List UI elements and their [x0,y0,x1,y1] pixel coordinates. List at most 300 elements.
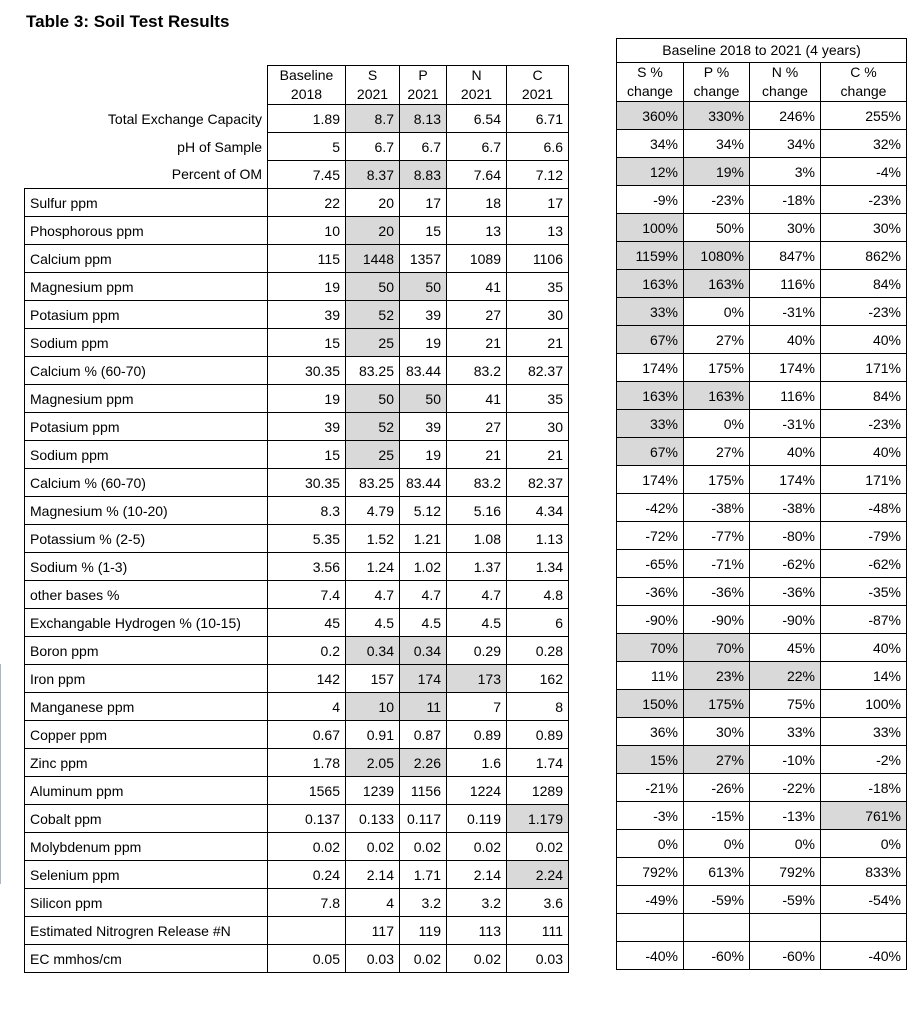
table-cell: 33% [750,718,821,746]
table-cell: -21% [617,774,684,802]
table-row [25,833,569,861]
column-header-line1: N % [771,64,799,80]
table-cell: 360% [617,102,684,130]
table-cell: 17 [507,189,569,217]
table-cell: 174% [750,354,821,382]
table-cell: 0.02 [346,833,400,861]
table-row [617,830,907,858]
table-cell: 6.7 [346,133,400,161]
table-row [617,802,907,830]
table-cell: 1.34 [507,553,569,581]
table-cell: 0.02 [268,833,346,861]
table-cell: 3.2 [400,889,447,917]
table-cell: 25 [346,329,400,357]
row-label: Magnesium ppm [25,273,268,301]
table-cell: 15% [617,746,684,774]
table-cell: 30.35 [268,357,346,385]
table-cell: 162 [507,665,569,693]
table-cell: 19 [268,385,346,413]
table-row [617,746,907,774]
table-cell: -49% [617,886,684,914]
table-cell: 30% [684,718,750,746]
table-cell: 1357 [400,245,447,273]
table-cell: 8.3 [268,497,346,525]
table-cell: 1159% [617,242,684,270]
column-header-line2: 2021 [407,86,439,102]
table-cell: 83.25 [346,357,400,385]
column-header [400,66,447,105]
table-cell: 40% [821,326,907,354]
table-cell: -60% [684,942,750,970]
table-cell: 1.78 [268,749,346,777]
table-cell: 19% [684,158,750,186]
table-cell: 1.08 [447,525,507,553]
header-spacer [25,66,268,105]
table-cell: 6.71 [507,105,569,133]
row-label: Potasium ppm [25,301,268,329]
table-cell: 6.6 [507,133,569,161]
row-label: Cobalt ppm [25,805,268,833]
table-row [617,662,907,690]
row-label: Selenium ppm [25,861,268,889]
table-cell: 1089 [447,245,507,273]
table-row [25,749,569,777]
table-row [25,441,569,469]
group-header-row [617,39,907,63]
table-cell: -26% [684,774,750,802]
table-cell: 27% [684,746,750,774]
table-cell: 3% [750,158,821,186]
table-cell: 111 [507,917,569,945]
table-cell: 67% [617,326,684,354]
group-header: Baseline 2018 to 2021 (4 years) [617,39,907,63]
table-cell: 792% [617,858,684,886]
table-cell: 50 [346,385,400,413]
table-cell: 52 [346,413,400,441]
table-cell: 82.37 [507,357,569,385]
table-cell: 41 [447,273,507,301]
table-cell: -23% [821,186,907,214]
table-row [617,858,907,886]
table-cell: 0% [617,830,684,858]
table-cell: 6.7 [447,133,507,161]
table-cell: 613% [684,858,750,886]
row-label: Percent of OM [171,166,262,183]
table-cell: 1.71 [400,861,447,889]
table-row [25,861,569,889]
table-cell: -38% [684,494,750,522]
table-row [617,242,907,270]
table-cell: 3.56 [268,553,346,581]
table-cell: 163% [684,270,750,298]
row-label: Boron ppm [25,637,268,665]
table-cell: 0.34 [400,637,447,665]
table-cell: 32% [821,130,907,158]
table-cell [684,914,750,942]
table-row [25,777,569,805]
table-cell: 4.79 [346,497,400,525]
table-cell: 50 [400,273,447,301]
row-label: Copper ppm [25,721,268,749]
table-cell: -13% [750,802,821,830]
table-cell: 0.89 [507,721,569,749]
table-row [617,298,907,326]
table-row [617,718,907,746]
table-cell: -38% [750,494,821,522]
table-cell: -10% [750,746,821,774]
row-label: EC mmhos/cm [25,945,268,973]
table-row [25,357,569,385]
table-cell: 39 [268,413,346,441]
table-cell: 1239 [346,777,400,805]
table-cell: 163% [617,270,684,298]
table-row [25,105,569,133]
column-header-line2: change [693,83,740,99]
table-cell: 174% [617,466,684,494]
table-cell: 70% [617,634,684,662]
table-cell: 2.14 [447,861,507,889]
table-row [25,581,569,609]
table-cell: 255% [821,102,907,130]
column-header-line2: change [627,83,673,99]
table-cell: -4% [821,158,907,186]
table-cell: -40% [617,942,684,970]
row-label: Molybdenum ppm [25,833,268,861]
table-cell: 7.4 [268,581,346,609]
table-row [25,693,569,721]
table-cell: 27% [684,326,750,354]
row-label: Sodium ppm [25,441,268,469]
table-row [617,886,907,914]
table-cell: 0.89 [447,721,507,749]
table-cell: 4 [268,693,346,721]
table-cell: 1448 [346,245,400,273]
table-cell: 50 [400,385,447,413]
table-cell: 83.44 [400,469,447,497]
table-cell: 8.83 [400,161,447,189]
table-cell: 33% [617,298,684,326]
table-cell: 19 [400,329,447,357]
table-cell: 20 [346,217,400,245]
percent-change-table [616,38,907,970]
table-cell: 792% [750,858,821,886]
row-label: Phosphorous ppm [25,217,268,245]
soil-results-table [24,65,569,973]
table-cell: 34% [750,130,821,158]
table-cell: 5 [268,133,346,161]
table-cell: -72% [617,522,684,550]
table-row [617,158,907,186]
table-cell: 2.14 [346,861,400,889]
table-row [25,553,569,581]
table-cell: -60% [750,942,821,970]
table-cell: 0.2 [268,637,346,665]
column-header-line2: 2018 [290,86,323,102]
table-cell: 17 [400,189,447,217]
table-cell: 40% [821,438,907,466]
table-row [25,721,569,749]
table-row [617,186,907,214]
table-cell [821,914,907,942]
table-cell: 1.13 [507,525,569,553]
header-row [25,66,569,105]
row-label: Manganese ppm [25,693,268,721]
table-cell: -22% [750,774,821,802]
row-label: pH of Sample [177,138,262,155]
table-row [617,942,907,970]
table-cell: 8.7 [346,105,400,133]
table-row [617,130,907,158]
table-cell: 0.02 [507,833,569,861]
row-label: Zinc ppm [25,749,268,777]
table-cell: 116% [750,270,821,298]
table-row [617,494,907,522]
row-label: Calcium % (60-70) [25,469,268,497]
table-cell: 40% [750,326,821,354]
table-cell: -23% [821,298,907,326]
table-cell: 40% [821,634,907,662]
column-header-line1: S [367,67,378,83]
table-cell: 25 [346,441,400,469]
table-cell: 7.64 [447,161,507,189]
table-cell: 0% [684,410,750,438]
table-cell: 39 [400,413,447,441]
table-cell: 0% [821,830,907,858]
table-cell: 119 [400,917,447,945]
column-header [617,63,684,102]
table-cell: 18 [447,189,507,217]
column-header-line1: P [418,67,428,83]
table-row [25,133,569,161]
table-row [617,606,907,634]
table-row [25,245,569,273]
table-cell: 171% [821,466,907,494]
table-cell: 12% [617,158,684,186]
table-cell: 35 [507,273,569,301]
table-cell: 34% [684,130,750,158]
table-cell: -9% [617,186,684,214]
table-row [617,774,907,802]
table-cell: 5.16 [447,497,507,525]
row-label: Calcium ppm [25,245,268,273]
table-row [25,273,569,301]
table-cell: 1.37 [447,553,507,581]
table-cell: 2.05 [346,749,400,777]
table-cell: -40% [821,942,907,970]
table-row [617,690,907,718]
table-row [25,329,569,357]
table-cell: 52 [346,301,400,329]
table-cell: 2.26 [400,749,447,777]
table-cell: 0% [684,298,750,326]
table-cell: 1.52 [346,525,400,553]
table-cell: 4.7 [400,581,447,609]
table-cell: 1080% [684,242,750,270]
column-header [268,66,346,105]
table-cell: 5.35 [268,525,346,553]
column-header-line2: 2021 [356,86,389,102]
table-cell: -2% [821,746,907,774]
table-cell: 45 [268,609,346,637]
column-header-line2: change [840,83,887,99]
table-row [617,102,907,130]
table-cell [750,914,821,942]
row-label: Potassium % (2-5) [25,525,268,553]
row-label: Iron ppm [25,665,268,693]
table-cell: 82.37 [507,469,569,497]
table-cell: 4.5 [400,609,447,637]
table-cell: 1.24 [346,553,400,581]
header-row [617,63,907,102]
table-cell: 1.179 [507,805,569,833]
table-cell: 84% [821,382,907,410]
table-cell: -36% [750,578,821,606]
table-cell: 1106 [507,245,569,273]
table-cell: 21 [507,441,569,469]
table-cell: 22 [268,189,346,217]
table-cell: 0.02 [447,945,507,973]
table-cell: 15 [268,329,346,357]
row-label: Silicon ppm [25,889,268,917]
table-cell: 27% [684,438,750,466]
table-cell: -23% [821,410,907,438]
table-row [25,497,569,525]
table-cell: 6.7 [400,133,447,161]
table-row [25,945,569,973]
table-cell: 83.25 [346,469,400,497]
table-cell: 40% [750,438,821,466]
table-cell: 14% [821,662,907,690]
table-cell: 19 [400,441,447,469]
table-cell: 13 [447,217,507,245]
table-row [617,550,907,578]
table-cell: 10 [346,693,400,721]
table-cell: 4.7 [447,581,507,609]
table-cell: 171% [821,354,907,382]
table-cell: 50 [346,273,400,301]
table-cell: 41 [447,385,507,413]
column-header [346,66,400,105]
table-row [25,385,569,413]
table-cell: -90% [617,606,684,634]
table-cell: 7 [447,693,507,721]
table-cell: -31% [750,410,821,438]
row-label: Potasium ppm [25,413,268,441]
table-cell: 4.8 [507,581,569,609]
table-cell: 0.02 [400,945,447,973]
table-row [617,382,907,410]
table-cell: 174% [750,466,821,494]
table-cell: -3% [617,802,684,830]
table-cell: 1289 [507,777,569,805]
table-cell: -42% [617,494,684,522]
table-cell: 7.12 [507,161,569,189]
table-row [25,217,569,245]
table-cell: 833% [821,858,907,886]
table-cell: 0.87 [400,721,447,749]
table-cell: 84% [821,270,907,298]
table-row [25,889,569,917]
table-cell: 847% [750,242,821,270]
row-label: Sodium % (1-3) [25,553,268,581]
table-row [25,525,569,553]
table-row [617,522,907,550]
table-row [25,665,569,693]
column-header-line2: 2021 [460,86,493,102]
row-label: Estimated Nitrogren Release #N [25,917,268,945]
table-cell: 75% [750,690,821,718]
table-cell [617,914,684,942]
table-row [617,354,907,382]
table-cell: 117 [346,917,400,945]
table-cell: 0.05 [268,945,346,973]
table-cell: 36% [617,718,684,746]
table-cell: 1224 [447,777,507,805]
table-cell: 0.02 [400,833,447,861]
column-header-line1: C % [850,64,877,80]
table-cell: -36% [617,578,684,606]
table-cell: 13 [507,217,569,245]
table-cell: 20 [346,189,400,217]
table-cell: 1156 [400,777,447,805]
table-cell: 21 [447,329,507,357]
table-cell: 174 [400,665,447,693]
table-cell: 3.6 [507,889,569,917]
table-cell: 8.13 [400,105,447,133]
table-row [617,914,907,942]
table-cell: 0.137 [268,805,346,833]
table-row [617,214,907,242]
row-label: Magnesium % (10-20) [25,497,268,525]
table-cell: 1.21 [400,525,447,553]
table-cell: 1.74 [507,749,569,777]
table-cell: 113 [447,917,507,945]
row-label: Exchangable Hydrogen % (10-15) [25,609,268,637]
table-cell: 15 [268,441,346,469]
column-header-line1: Baseline [279,67,334,83]
table-cell: 30% [750,214,821,242]
table-cell: 0% [684,830,750,858]
table-cell: 100% [821,690,907,718]
table-cell: 7.8 [268,889,346,917]
table-cell: -18% [750,186,821,214]
column-header [750,63,821,102]
table-cell: 150% [617,690,684,718]
table-cell: 15 [400,217,447,245]
percent-change-body [617,102,907,970]
table-cell: 27 [447,413,507,441]
table-cell: 1565 [268,777,346,805]
table-cell: -71% [684,550,750,578]
table-cell: 4.5 [447,609,507,637]
table-cell: 163% [684,382,750,410]
table-cell: 1.02 [400,553,447,581]
table-cell: 67% [617,438,684,466]
row-label: Magnesium ppm [25,385,268,413]
column-header-line2: change [762,83,808,99]
row-label: Calcium % (60-70) [25,357,268,385]
table-cell: 862% [821,242,907,270]
table-cell: 8.37 [346,161,400,189]
table-cell: 30% [821,214,907,242]
table-cell: 0.133 [346,805,400,833]
table-cell: -79% [821,522,907,550]
table-cell: 116% [750,382,821,410]
table-cell: 83.2 [447,469,507,497]
table-cell: 8 [507,693,569,721]
table-cell: 3.2 [447,889,507,917]
table-row [25,189,569,217]
